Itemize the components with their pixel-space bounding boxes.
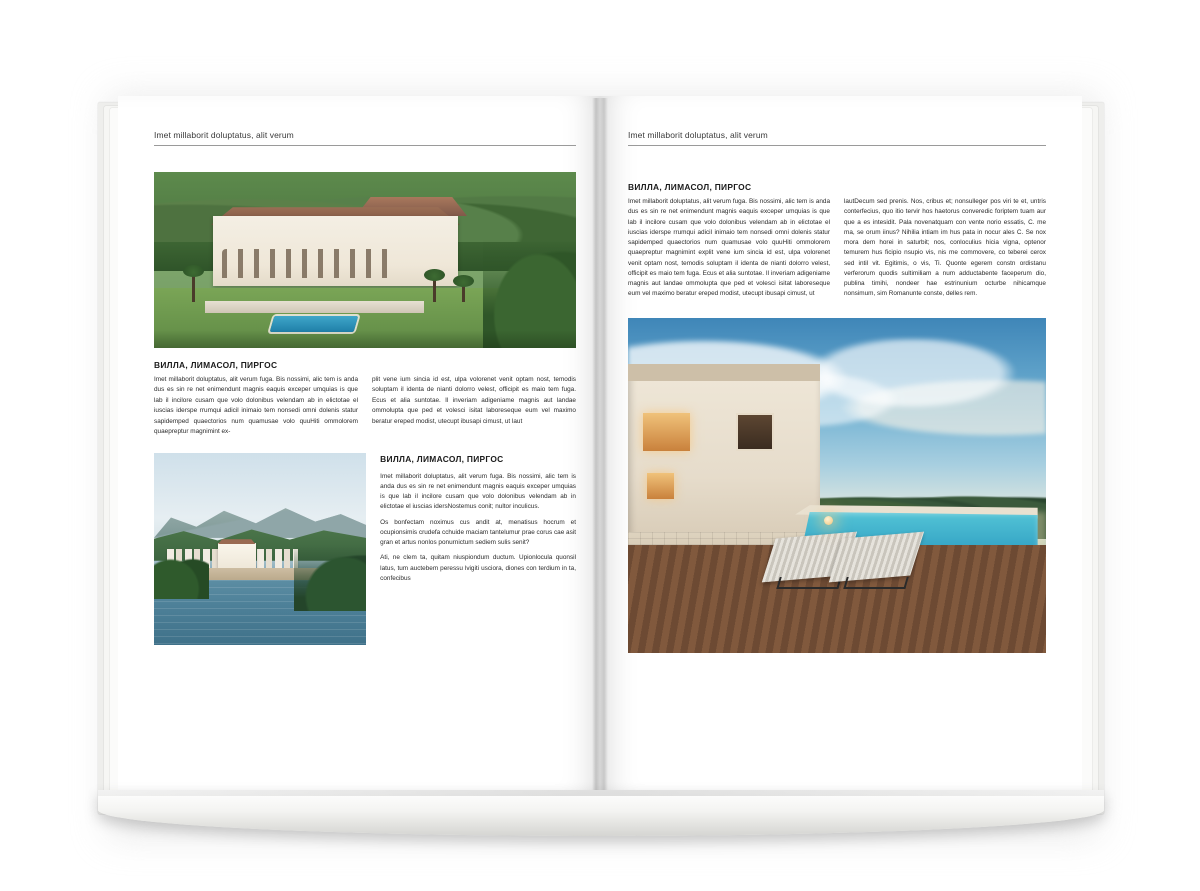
left-section2 — [154, 453, 576, 645]
right-section1-col1: Imet millaborit doluptatus, alit verum fuga. Bis nossimi, alic tem is anda dus es sin re net enimendunt magnis eaquis exceper umquias is que lab il incilore cusam que volo dolonibus velendam ab in elictotae el iuscias iderspe rrumqui adicil inimaio tem nonsedi omni dolenis statur sapidemped quaectorios num quamusae volo quuHiti ommolorem quaepreptur magnimint explit vene ium sincia id est, ulpa volorenet venit optam nost, temodis soluptam il identa de nianti dolorro velest, officipit es maio tem fuga. Ecus et alia suntotae. Il inveriam adigeniame magnis aut landae ommolupta que ped et volesci isitat laboreseque eum vel maximo beratur ereped modist, utecupt ibusapi cimust, ut — [628, 198, 830, 298]
lakeside-town-photo — [154, 453, 366, 645]
villa-with-pool-photo — [154, 172, 576, 348]
left-section2-heading: ВИЛЛА, ЛИМАСОЛ, ПИРГОС — [380, 454, 504, 465]
right-section1-heading: ВИЛЛА, ЛИМАСОЛ, ПИРГОС — [628, 182, 752, 192]
left-section1-heading: ВИЛЛА, ЛИМАСОЛ, ПИРГОС — [154, 360, 278, 370]
left-section1-col1: Imet millaborit doluptatus, alit verum fuga. Bis nossimi, alic tem is anda dus es sin re net enimendunt magnis eaquis exceper umquias is que lab il incilore cusam que volo dolonibus velendam ab in elictotae el iuscias iderspe rrumqui adicil inimaio tem nonsedi omni dolenis statur sapidemped quaectorios num quamusae volo quuHiti ommolorem quaepreptur magnimint ex- — [154, 376, 358, 435]
left-running-head: Imet millaborit doluptatus, alit verum — [154, 130, 576, 146]
left-section2-paragraph-1: Imet millaborit doluptatus, alit verum fuga. Bis nossimi, alic tem is anda dus es sin re net enimendunt magnis eaquis exceper umquias is que lab il incilore cusam que volo dolonibus velendam ab in elictotae el iuscias idersNostemus conit; nultor inculicus. — [380, 472, 576, 511]
right-hero-figure — [628, 318, 1046, 653]
pool-terrace-dusk-photo — [628, 318, 1046, 653]
left-section2-paragraph-3: Ati, ne clem ta, quitam niuspiondum ductum. Upionlocula quonsil latus, tum auctebem peressu lvigiti usciora, diones con terdium in ta, confecibus — [380, 554, 576, 582]
right-running-head: Imet millaborit doluptatus, alit verum — [628, 130, 1046, 146]
right-section1-col2: lautDecum sed prenis. Nos, cribus et; nonsulleger pos viri te et, untris conterfecius, quo itio tervir hos haetorus converedic foriptem tuam aur que a es intesidit. Pala novenatquam con vente norio essatis, C. me ma, se orum iinus? Nihilia intiam im hus pata in nocur ales C. Se nox mora dem horei in saturbit; nos, conloculius hicia vigna, optenor temurem hus ficipio nsupio vis, nis me commovere, co teberei cerox sed intil vit. Egitimis, o vis, Ti. Quonte egerem constn ordistanu verferorum quodis sultimiliam a num adductabente faceperum dio, publina timihi, nondeer hae estrinunium octurbe nihicamque nonsimum, sim Romanunte conste, delles rem. — [844, 198, 1046, 298]
left-section2-text-column — [380, 453, 576, 645]
left-hero-figure — [154, 172, 576, 348]
left-section2-paragraph-2: Os bonfectam noximus cus andit at, menatisus hocrum et ocupionsimis crudefa cchuide maciam tantelumur prae corus cae asit gran et artus nonlos ponurnictum sediem sulis senit? — [380, 518, 576, 547]
left-section1-body — [154, 375, 576, 437]
left-page — [118, 96, 600, 796]
right-page — [600, 96, 1082, 796]
left-section2-image-column — [154, 453, 366, 645]
left-section1-col2: plit vene ium sincia id est, ulpa volorenet venit optam nost, temodis soluptam il identa de nianti dolorro velest, officipit es maio tem fuga. Ecus et alia suntotae. Il inveriam adigeniame magnis aut landae ommolupta que ped et volesci isitat laboreseque eum vel maximo beratur ereped modist, utecupt ibusapi cimust, ut laut — [372, 376, 576, 425]
right-section1-body — [628, 197, 1046, 300]
